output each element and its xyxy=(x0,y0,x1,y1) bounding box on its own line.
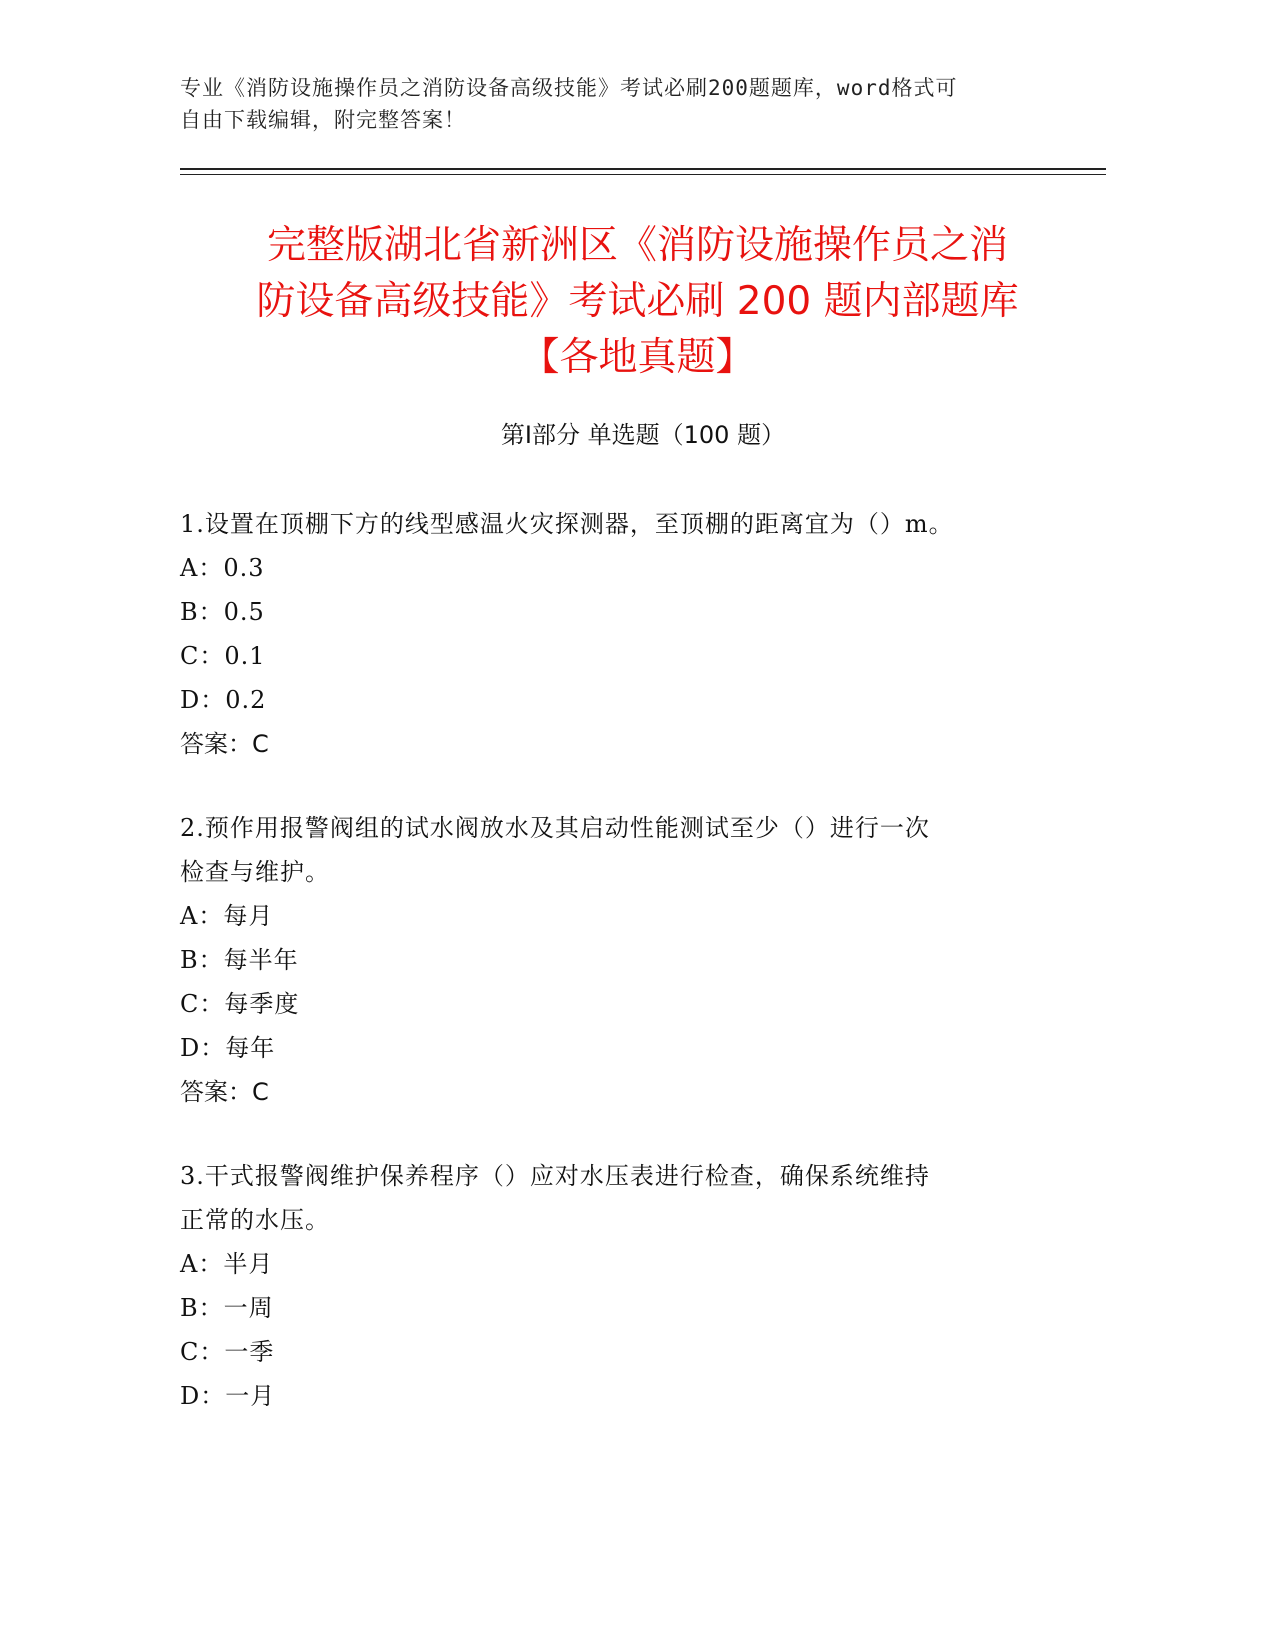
question-stem: 2.预作用报警阀组的试水阀放水及其启动性能测试至少（）进行一次 xyxy=(180,814,930,842)
question-option: D：0.2 xyxy=(180,686,267,714)
question-answer: 答案：C xyxy=(180,730,269,758)
question-item xyxy=(180,806,1060,1114)
question-answer: 答案：C xyxy=(180,1078,269,1106)
question-list xyxy=(180,502,1060,1458)
question-option: B：每半年 xyxy=(180,946,299,974)
question-option: A：0.3 xyxy=(180,554,265,582)
question-option: B：一周 xyxy=(180,1294,274,1322)
question-stem: 3.干式报警阀维护保养程序（）应对水压表进行检查，确保系统维持 xyxy=(180,1162,930,1190)
question-item xyxy=(180,1154,1060,1418)
header-note-line: 自由下载编辑，附完整答案！ xyxy=(180,108,466,132)
question-stem: 1.设置在顶棚下方的线型感温火灾探测器，至顶棚的距离宜为（）m。 xyxy=(180,510,954,538)
header-divider-thick xyxy=(180,168,1106,170)
question-stem: 检查与维护。 xyxy=(180,858,330,886)
header-divider-thin xyxy=(180,174,1106,175)
header-note xyxy=(180,72,1060,136)
question-option: C：一季 xyxy=(180,1338,275,1366)
question-option: C：每季度 xyxy=(180,990,300,1018)
question-item xyxy=(180,502,1060,766)
question-option: C：0.1 xyxy=(180,642,266,670)
question-stem: 正常的水压。 xyxy=(180,1206,330,1234)
document-title xyxy=(150,218,1125,386)
section-heading: 第Ⅰ部分 单选题（100 题） xyxy=(500,421,786,449)
document-title-line: 完整版湖北省新洲区《消防设施操作员之消 xyxy=(266,223,1008,268)
question-option: A：半月 xyxy=(180,1250,274,1278)
header-note-line: 专业《消防设施操作员之消防设备高级技能》考试必刷200题题库，word格式可 xyxy=(180,76,958,100)
document-title-line: 防设备高级技能》考试必刷 200 题内部题库 xyxy=(256,279,1019,324)
question-option: D：一月 xyxy=(180,1382,276,1410)
document-title-line: 【各地真题】 xyxy=(520,335,755,380)
question-option: B：0.5 xyxy=(180,598,265,626)
question-option: D：每年 xyxy=(180,1034,276,1062)
question-option: A：每月 xyxy=(180,902,274,930)
